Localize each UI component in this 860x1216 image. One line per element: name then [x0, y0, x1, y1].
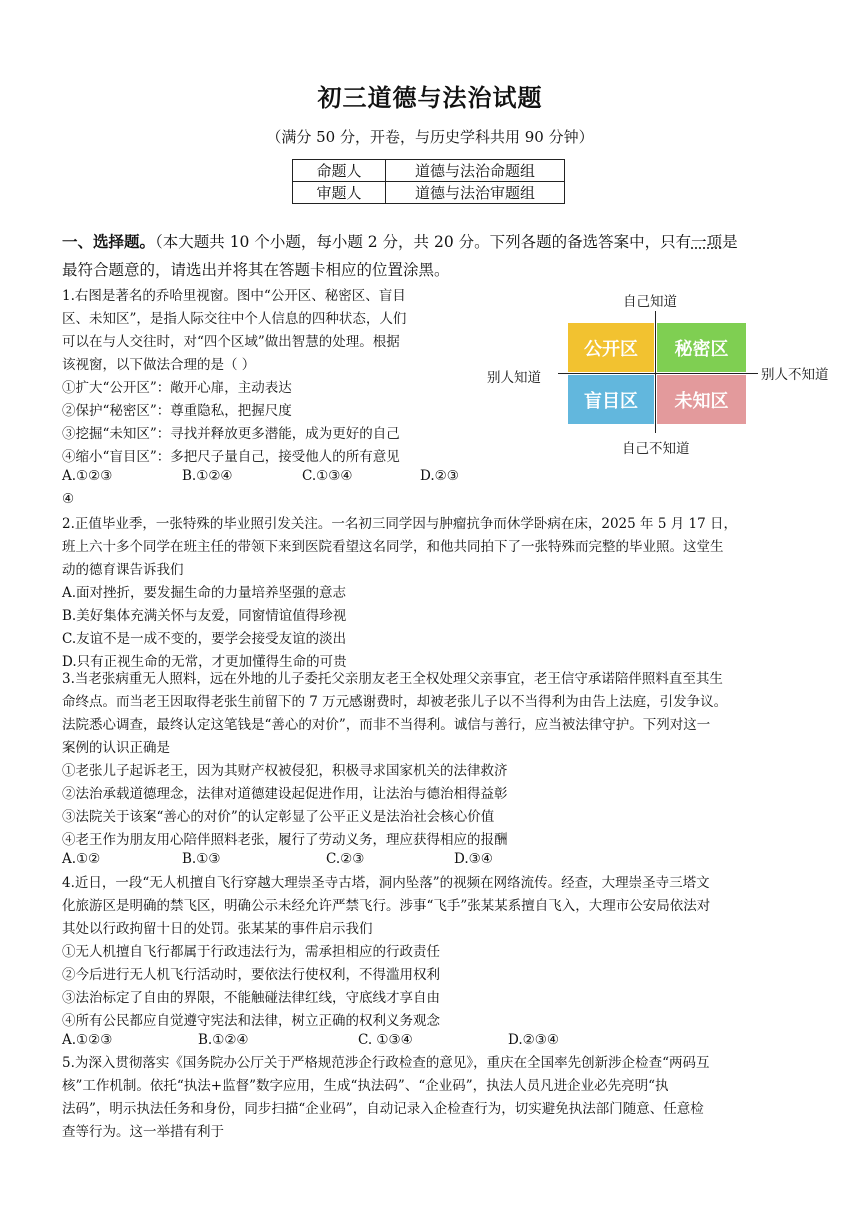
- q3-line: 案例的认识正确是: [62, 740, 170, 756]
- q2-option-b: B.美好集体充满关怀与友爱，同窗情谊值得珍视: [62, 608, 347, 624]
- q1-line: 区、未知区”，是指人际交往中个人信息的四种状态，人们: [62, 311, 407, 327]
- q4-statement: ②今后进行无人机飞行活动时，要依法行使权利，不得滥用权利: [62, 967, 440, 983]
- q3-options: [62, 851, 493, 867]
- q1-statement: ②保护“秘密区”：尊重隐私，把握尺度: [62, 403, 292, 419]
- author-table: [292, 159, 565, 204]
- q1-statement: ④缩小“盲目区”：多把尺子量自己，接受他人的所有意见: [62, 449, 400, 465]
- q1-line: 可以在与人交往时，对“四个区域”做出智慧的处理。根据: [62, 334, 400, 350]
- q5-line: 核”工作机制。依托“执法+监督”数字应用，生成“执法码”、“企业码”，执法人员凡进企业必先亮明“执: [62, 1078, 669, 1094]
- q2-option-a: A.面对挫折，要发掘生命的力量培养坚强的意志: [62, 585, 347, 601]
- section-intro-line2: 最符合题意的，请选出并将其在答题卡相应的位置涂黑。: [62, 261, 450, 279]
- author-role: 命题人: [293, 160, 386, 182]
- q3-option-d: D.③④: [454, 851, 493, 867]
- q2-option-d: D.只有正视生命的无常，才更加懂得生命的可贵: [62, 654, 347, 670]
- section-title: 一、选择题。: [62, 232, 156, 251]
- q4-statement: ①无人机擅自飞行都属于行政违法行为，需承担相应的行政责任: [62, 944, 440, 960]
- q1-line: 1.右图是著名的乔哈里视窗。图中“公开区、秘密区、盲目: [62, 288, 406, 304]
- q1-option-wrap: ④: [62, 491, 75, 507]
- johari-left-label: 别人知道: [487, 370, 541, 386]
- q3-statement: ①老张儿子起诉老王，因为其财产权被侵犯，积极寻求国家机关的法律救济: [62, 763, 508, 779]
- q4-option-a: A.①②③: [62, 1032, 113, 1048]
- q2-line: 班上六十多个同学在班主任的带领下来到医院看望这名同学，和他共同拍下了一张特殊而完整的毕业照。这堂生: [62, 539, 724, 555]
- q3-option-a: A.①②: [62, 851, 101, 867]
- section-heading: [62, 230, 738, 252]
- section-intro-end: 是: [722, 233, 738, 251]
- q4-statement: ③法治标定了自由的界限，不能触碰法律红线，守底线才享自由: [62, 990, 440, 1006]
- q4-statement: ④所有公民都应自觉遵守宪法和法律，树立正确的权利义务观念: [62, 1013, 440, 1029]
- section-emphasis: 一项: [691, 233, 723, 251]
- q3-line: 命终点。而当老王因取得老张生前留下的 7 万元感谢费时，却被老张儿子以不当得利为由告上法庭，引发争议。: [62, 694, 728, 710]
- hidden-area: 秘密区: [657, 323, 746, 372]
- q4-option-b: B.①②④: [198, 1032, 249, 1048]
- q5-line: 5.为深入贯彻落实《国务院办公厅关于严格规范涉企行政检查的意见》，重庆在全国率先创新涉企检查“两码互: [62, 1055, 710, 1071]
- q3-line: 法院悉心调查，最终认定这笔钱是“善心的对价”，而非不当得利。诚信与善行，应当被法律守护。下列对这一: [62, 717, 711, 733]
- reviewer-role: 审题人: [293, 182, 386, 204]
- q2-line: 动的德育课告诉我们: [62, 562, 184, 578]
- q2-line: 2.正值毕业季，一张特殊的毕业照引发关注。一名初三同学因与肿瘤抗争而休学卧病在床，2025 年 5 月 17 日，: [62, 516, 737, 532]
- q1-option-c: C.①③④: [302, 468, 353, 484]
- q4-line: 4.近日，一段“无人机擅自飞行穿越大理崇圣寺古塔，洞内坠落”的视频在网络流传。经查，大理崇圣寺三塔文: [62, 875, 710, 891]
- q4-option-d: D.②③④: [508, 1032, 559, 1048]
- author-name: 道德与法治命题组: [386, 160, 565, 182]
- author-row: [293, 160, 565, 182]
- q3-line: 3.当老张病重无人照料，远在外地的儿子委托父亲朋友老王全权处理父亲事宜，老王信守承诺陪伴照料直至其生: [62, 671, 723, 687]
- q4-line: 化旅游区是明确的禁飞区，明确公示未经允许严禁飞行。涉事“飞手”张某某系擅自飞入，大理市公安局依法对: [62, 898, 711, 914]
- q1-options: [62, 468, 459, 484]
- q3-option-b: B.①③: [182, 851, 221, 867]
- q4-line: 其处以行政拘留十日的处罚。张某某的事件启示我们: [62, 921, 373, 937]
- q1-option-b: B.①②④: [182, 468, 233, 484]
- exam-subtitle: （满分 50 分，开卷，与历史学科共用 90 分钟）: [266, 128, 594, 146]
- q4-options: [62, 1032, 559, 1048]
- johari-top-label: 自己知道: [623, 294, 677, 310]
- q1-statement: ③挖掘“未知区”：寻找并释放更多潜能，成为更好的自己: [62, 426, 400, 442]
- page-title: 初三道德与法治试题: [317, 83, 543, 112]
- section-intro: （本大题共 10 个小题，每小题 2 分，共 20 分。下列各题的备选答案中，只有: [155, 233, 692, 251]
- open-area: 公开区: [568, 323, 654, 372]
- q1-line: 该视窗，以下做法合理的是（ ）: [62, 357, 256, 373]
- unknown-area: 未知区: [657, 375, 746, 424]
- johari-bottom-label: 自己不知道: [622, 441, 690, 457]
- reviewer-name: 道德与法治审题组: [386, 182, 565, 204]
- johari-right-label: 别人不知道: [761, 367, 829, 383]
- q5-line: 法码”，明示执法任务和身份，同步扫描“企业码”，自动记录入企检查行为，切实避免执法部门随意、任意检: [62, 1101, 704, 1117]
- blind-area: 盲目区: [568, 375, 654, 424]
- q5-line: 查等行为。这一举措有利于: [62, 1124, 224, 1140]
- vertical-axis: [655, 311, 656, 433]
- q3-statement: ③法院关于该案“善心的对价”的认定彰显了公平正义是法治社会核心价值: [62, 809, 495, 825]
- q1-statement: ①扩大“公开区”：敞开心扉，主动表达: [62, 380, 292, 396]
- q3-option-c: C.②③: [326, 851, 365, 867]
- horizontal-axis: [558, 373, 758, 374]
- q1-option-a: A.①②③: [62, 468, 113, 484]
- q3-statement: ④老王作为朋友用心陪伴照料老张，履行了劳动义务，理应获得相应的报酬: [62, 832, 508, 848]
- q2-option-c: C.友谊不是一成不变的，要学会接受友谊的淡出: [62, 631, 347, 647]
- reviewer-row: [293, 182, 565, 204]
- q3-statement: ②法治承载道德理念，法律对道德建设起促进作用，让法治与德治相得益彰: [62, 786, 508, 802]
- q4-option-c: C. ①③④: [358, 1032, 413, 1048]
- q1-option-d: D.②③: [420, 468, 459, 484]
